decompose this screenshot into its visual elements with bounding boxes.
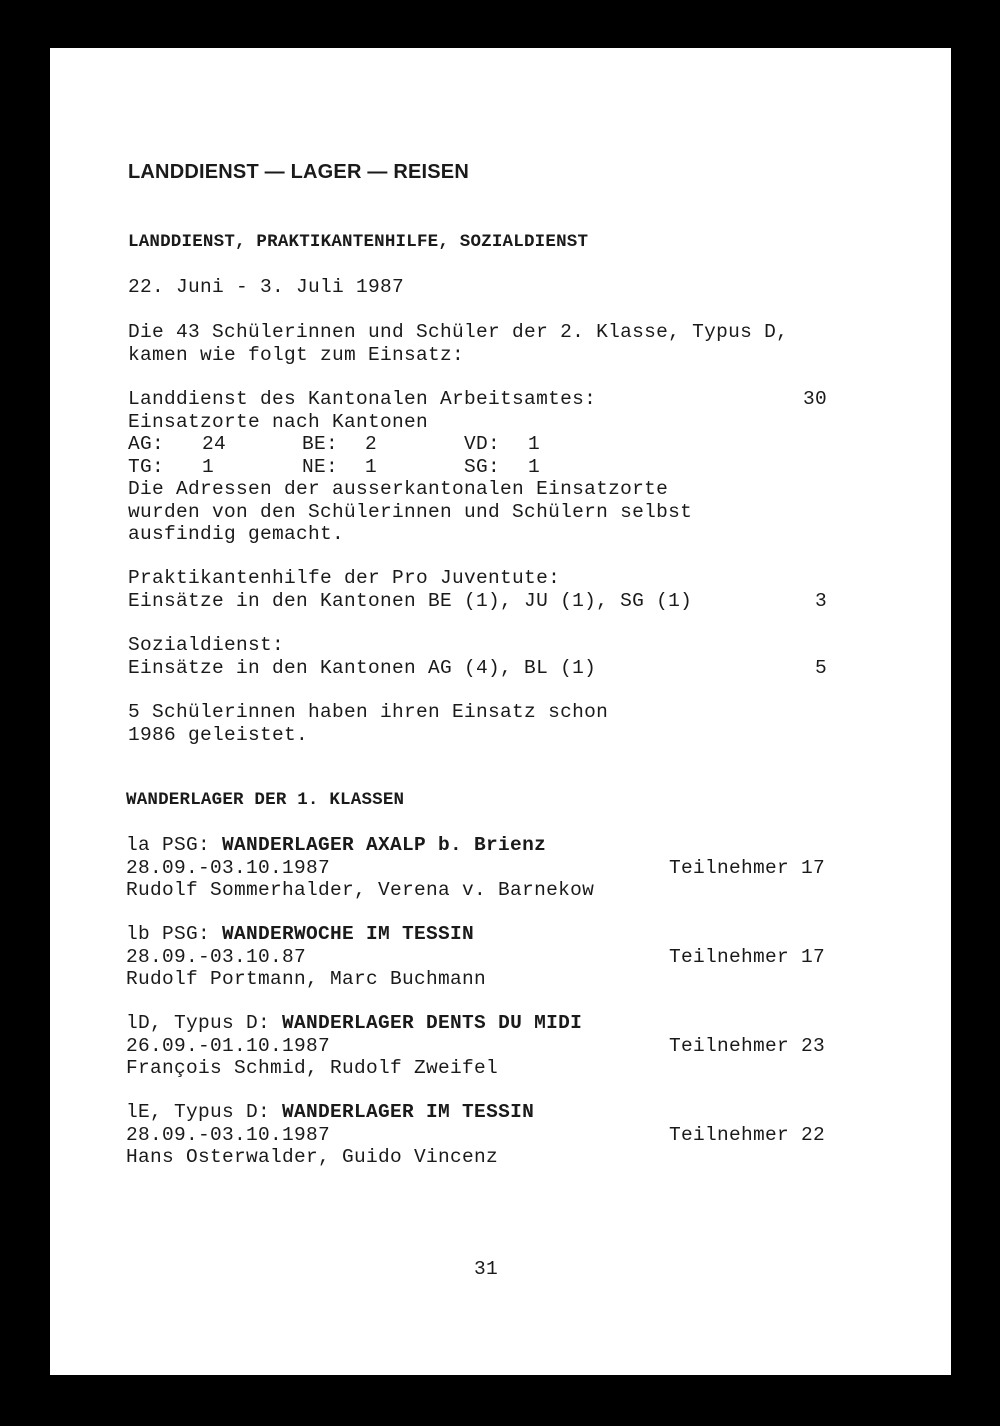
- camp-leaders: Hans Osterwalder, Guido Vincenz: [126, 1146, 499, 1168]
- camp-title: WANDERLAGER IM TESSIN: [282, 1101, 535, 1123]
- camp-title-line: [126, 1012, 582, 1035]
- canton-name: NE:: [302, 455, 339, 478]
- sozialdienst-detail: Einsätze in den Kantonen AG (4), BL (1): [128, 656, 597, 679]
- camp-dates: 28.09.-03.10.87: [126, 945, 307, 968]
- section1-intro: [128, 321, 788, 366]
- document-page: [50, 48, 951, 1375]
- camp-participants: Teilnehmer 22: [668, 1123, 825, 1146]
- section1-heading: LANDDIENST, PRAKTIKANTENHILFE, SOZIALDIENST: [128, 232, 589, 252]
- section2-heading: WANDERLAGER DER 1. KLASSEN: [126, 790, 405, 810]
- camp-title: WANDERWOCHE IM TESSIN: [222, 923, 475, 945]
- camp-class: lE, Typus D:: [126, 1101, 283, 1123]
- canton-name: VD:: [464, 433, 501, 455]
- camp-participants: Teilnehmer 23: [668, 1034, 825, 1057]
- landdienst-block: [128, 388, 596, 433]
- camp-dates: 28.09.-03.10.1987: [126, 856, 331, 879]
- intro-line: kamen wie folgt zum Einsatz:: [128, 343, 465, 366]
- camp-leaders: Rudolf Sommerhalder, Verena v. Barnekow: [126, 879, 595, 901]
- praktikanten-block: [128, 567, 692, 612]
- sozialdienst-label: Sozialdienst:: [128, 634, 285, 656]
- camp-entry: [126, 1101, 534, 1169]
- canton-value: 1: [528, 433, 541, 455]
- canton-name: TG:: [128, 455, 165, 478]
- camp-participants: Teilnehmer 17: [668, 945, 825, 968]
- closing-note: [128, 701, 608, 746]
- closing-line: 1986 geleistet.: [128, 723, 309, 746]
- closing-line: 5 Schülerinnen haben ihren Einsatz schon: [128, 701, 609, 723]
- canton-value: 1: [528, 455, 541, 478]
- camp-entry: [126, 923, 486, 991]
- sozialdienst-count: 5: [814, 656, 827, 679]
- section1-date: 22. Juni - 3. Juli 1987: [128, 276, 405, 298]
- canton-name: SG:: [464, 455, 501, 478]
- canton-name: BE:: [302, 433, 339, 455]
- intro-line: Die 43 Schülerinnen und Schüler der 2. Klasse, Typus D,: [128, 321, 789, 343]
- camp-title: WANDERLAGER DENTS DU MIDI: [282, 1012, 583, 1034]
- camp-class: lD, Typus D:: [126, 1012, 283, 1034]
- note-line: ausfindig gemacht.: [128, 523, 345, 545]
- note-line: Die Adressen der ausserkantonalen Einsatzorte: [128, 478, 669, 500]
- camp-title-line: [126, 1101, 534, 1124]
- camp-leaders: François Schmid, Rudolf Zweifel: [126, 1057, 499, 1079]
- camp-leaders: Rudolf Portmann, Marc Buchmann: [126, 968, 487, 990]
- page-number: 31: [474, 1258, 499, 1280]
- canton-value: 1: [365, 455, 378, 478]
- camp-dates: 26.09.-01.10.1987: [126, 1034, 331, 1057]
- camp-entry: [126, 1012, 582, 1080]
- camp-title-line: [126, 923, 486, 946]
- praktikanten-detail: Einsätze in den Kantonen BE (1), JU (1), SG (1): [128, 589, 693, 612]
- camp-class: lb PSG:: [126, 923, 223, 945]
- landdienst-label: Landdienst des Kantonalen Arbeitsamtes:: [128, 388, 597, 410]
- sozialdienst-block: [128, 634, 596, 679]
- note-line: wurden von den Schülerinnen und Schülern selbst: [128, 500, 693, 523]
- canton-value: 1: [202, 455, 215, 478]
- camp-class: la PSG:: [126, 834, 223, 856]
- praktikanten-count: 3: [814, 589, 827, 612]
- landdienst-sublabel: Einsatzorte nach Kantonen: [128, 410, 429, 433]
- main-title: LANDDIENST — LAGER — REISEN: [128, 161, 469, 183]
- camp-participants: Teilnehmer 17: [668, 856, 825, 879]
- landdienst-count: 30: [802, 388, 827, 410]
- camp-entry: [126, 834, 594, 902]
- canton-value: 2: [365, 433, 378, 455]
- camp-title: WANDERLAGER AXALP b. Brienz: [222, 834, 547, 856]
- canton-value: 24: [202, 433, 227, 455]
- canton-name: AG:: [128, 433, 165, 455]
- camp-title-line: [126, 834, 594, 857]
- camp-dates: 28.09.-03.10.1987: [126, 1123, 331, 1146]
- praktikanten-label: Praktikantenhilfe der Pro Juventute:: [128, 567, 561, 589]
- landdienst-note: [128, 478, 692, 546]
